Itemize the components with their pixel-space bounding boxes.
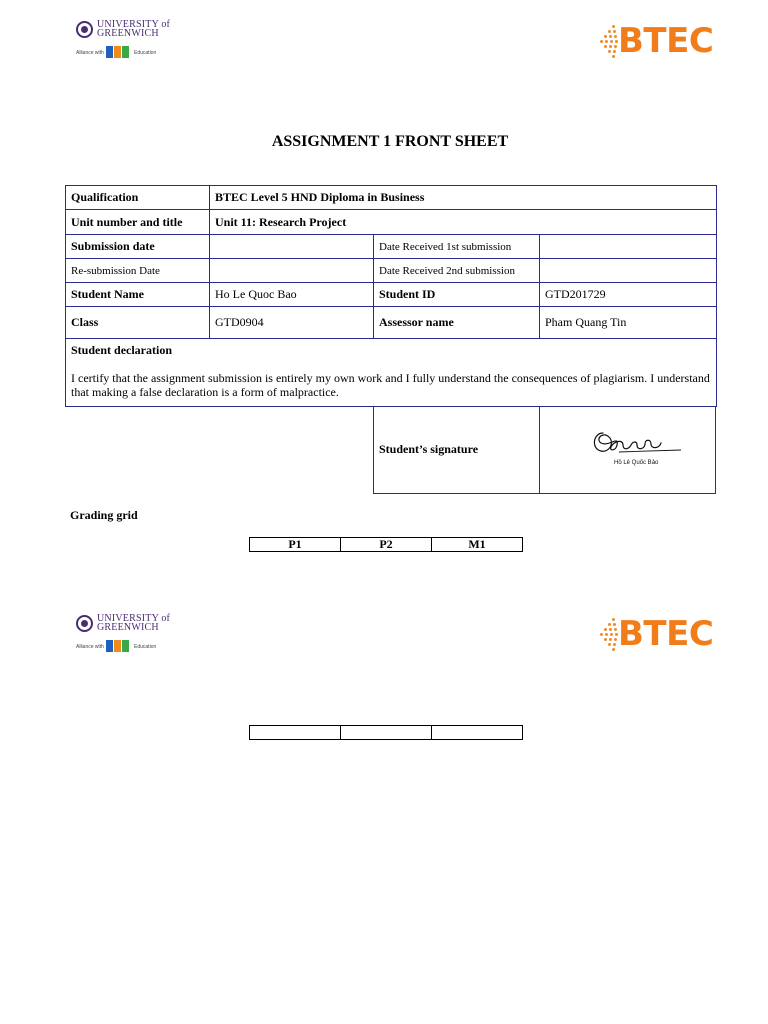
page-title: ASSIGNMENT 1 FRONT SHEET xyxy=(271,133,509,150)
grade-value-p1 xyxy=(250,726,341,740)
declaration-text: I certify that the assignment submission is entirely my own work and I fully understand the consequences of plagiarism. I understand that making a false declaration is a form of malpractice. xyxy=(71,371,710,399)
crest-icon xyxy=(76,21,93,38)
date-received-2-value xyxy=(540,259,717,283)
university-line-1: UNIVERSITY of xyxy=(97,19,171,30)
table-row xyxy=(66,283,717,307)
table-row xyxy=(66,210,717,235)
qualification-value: BTEC Level 5 HND Diploma in Business xyxy=(210,186,717,210)
btec-wordmark: BTEC xyxy=(618,614,714,654)
front-sheet-table xyxy=(65,185,717,407)
class-label: Class xyxy=(66,307,210,339)
grading-grid-label: Grading grid xyxy=(70,508,138,522)
grade-value-m1 xyxy=(432,726,523,740)
signature-label: Student’s signature xyxy=(379,442,479,456)
btec-dots-icon xyxy=(600,25,620,59)
student-id-label: Student ID xyxy=(374,283,540,307)
table-row xyxy=(66,186,717,210)
university-of-greenwich-logo xyxy=(76,614,196,660)
declaration-title: Student declaration xyxy=(71,343,173,357)
fpt-education-text: Education xyxy=(134,644,157,650)
date-received-1-value xyxy=(540,235,717,259)
btec-dots-icon xyxy=(600,618,620,652)
signature-image-cell xyxy=(539,407,716,494)
table-row xyxy=(66,259,717,283)
fpt-education-text: Education xyxy=(134,50,157,56)
fpt-logo-icon xyxy=(106,46,130,58)
grading-grid-values xyxy=(249,725,523,740)
university-of-greenwich-logo xyxy=(76,20,196,66)
signature-block xyxy=(373,407,716,495)
unit-label: Unit number and title xyxy=(66,210,210,235)
university-line-1: UNIVERSITY of xyxy=(97,613,171,624)
date-received-2-label: Date Received 2nd submission xyxy=(374,259,540,283)
resubmission-date-value xyxy=(210,259,374,283)
qualification-label: Qualification xyxy=(66,186,210,210)
grade-value-p2 xyxy=(341,726,432,740)
alliance-text: Alliance with xyxy=(76,644,104,650)
submission-date-value xyxy=(210,235,374,259)
unit-value: Unit 11: Research Project xyxy=(210,210,717,235)
btec-wordmark: BTEC xyxy=(618,21,714,61)
university-line-2: GREENWICH xyxy=(97,28,159,39)
grade-header-p2: P2 xyxy=(341,538,432,552)
assessor-value: Pham Quang Tin xyxy=(540,307,717,339)
fpt-logo-icon xyxy=(106,640,130,652)
declaration-cell xyxy=(66,339,717,407)
signature-name: Hồ Lê Quốc Bảo xyxy=(614,460,659,466)
crest-icon xyxy=(76,615,93,632)
table-row xyxy=(66,235,717,259)
student-name-label: Student Name xyxy=(66,283,210,307)
alliance-text: Alliance with xyxy=(76,50,104,56)
class-value: GTD0904 xyxy=(210,307,374,339)
resubmission-date-label: Re-submission Date xyxy=(66,259,210,283)
handwritten-signature xyxy=(589,425,685,459)
signature-label-cell xyxy=(373,407,540,494)
student-name-value: Ho Le Quoc Bao xyxy=(210,283,374,307)
grade-header-m1: M1 xyxy=(432,538,523,552)
grading-grid-header xyxy=(249,537,523,552)
submission-date-label: Submission date xyxy=(66,235,210,259)
university-line-2: GREENWICH xyxy=(97,622,159,633)
btec-logo xyxy=(600,21,718,63)
student-id-value: GTD201729 xyxy=(540,283,717,307)
assessor-label: Assessor name xyxy=(374,307,540,339)
grade-header-p1: P1 xyxy=(250,538,341,552)
table-row xyxy=(66,307,717,339)
btec-logo xyxy=(600,614,718,656)
date-received-1-label: Date Received 1st submission xyxy=(374,235,540,259)
table-row xyxy=(66,339,717,407)
